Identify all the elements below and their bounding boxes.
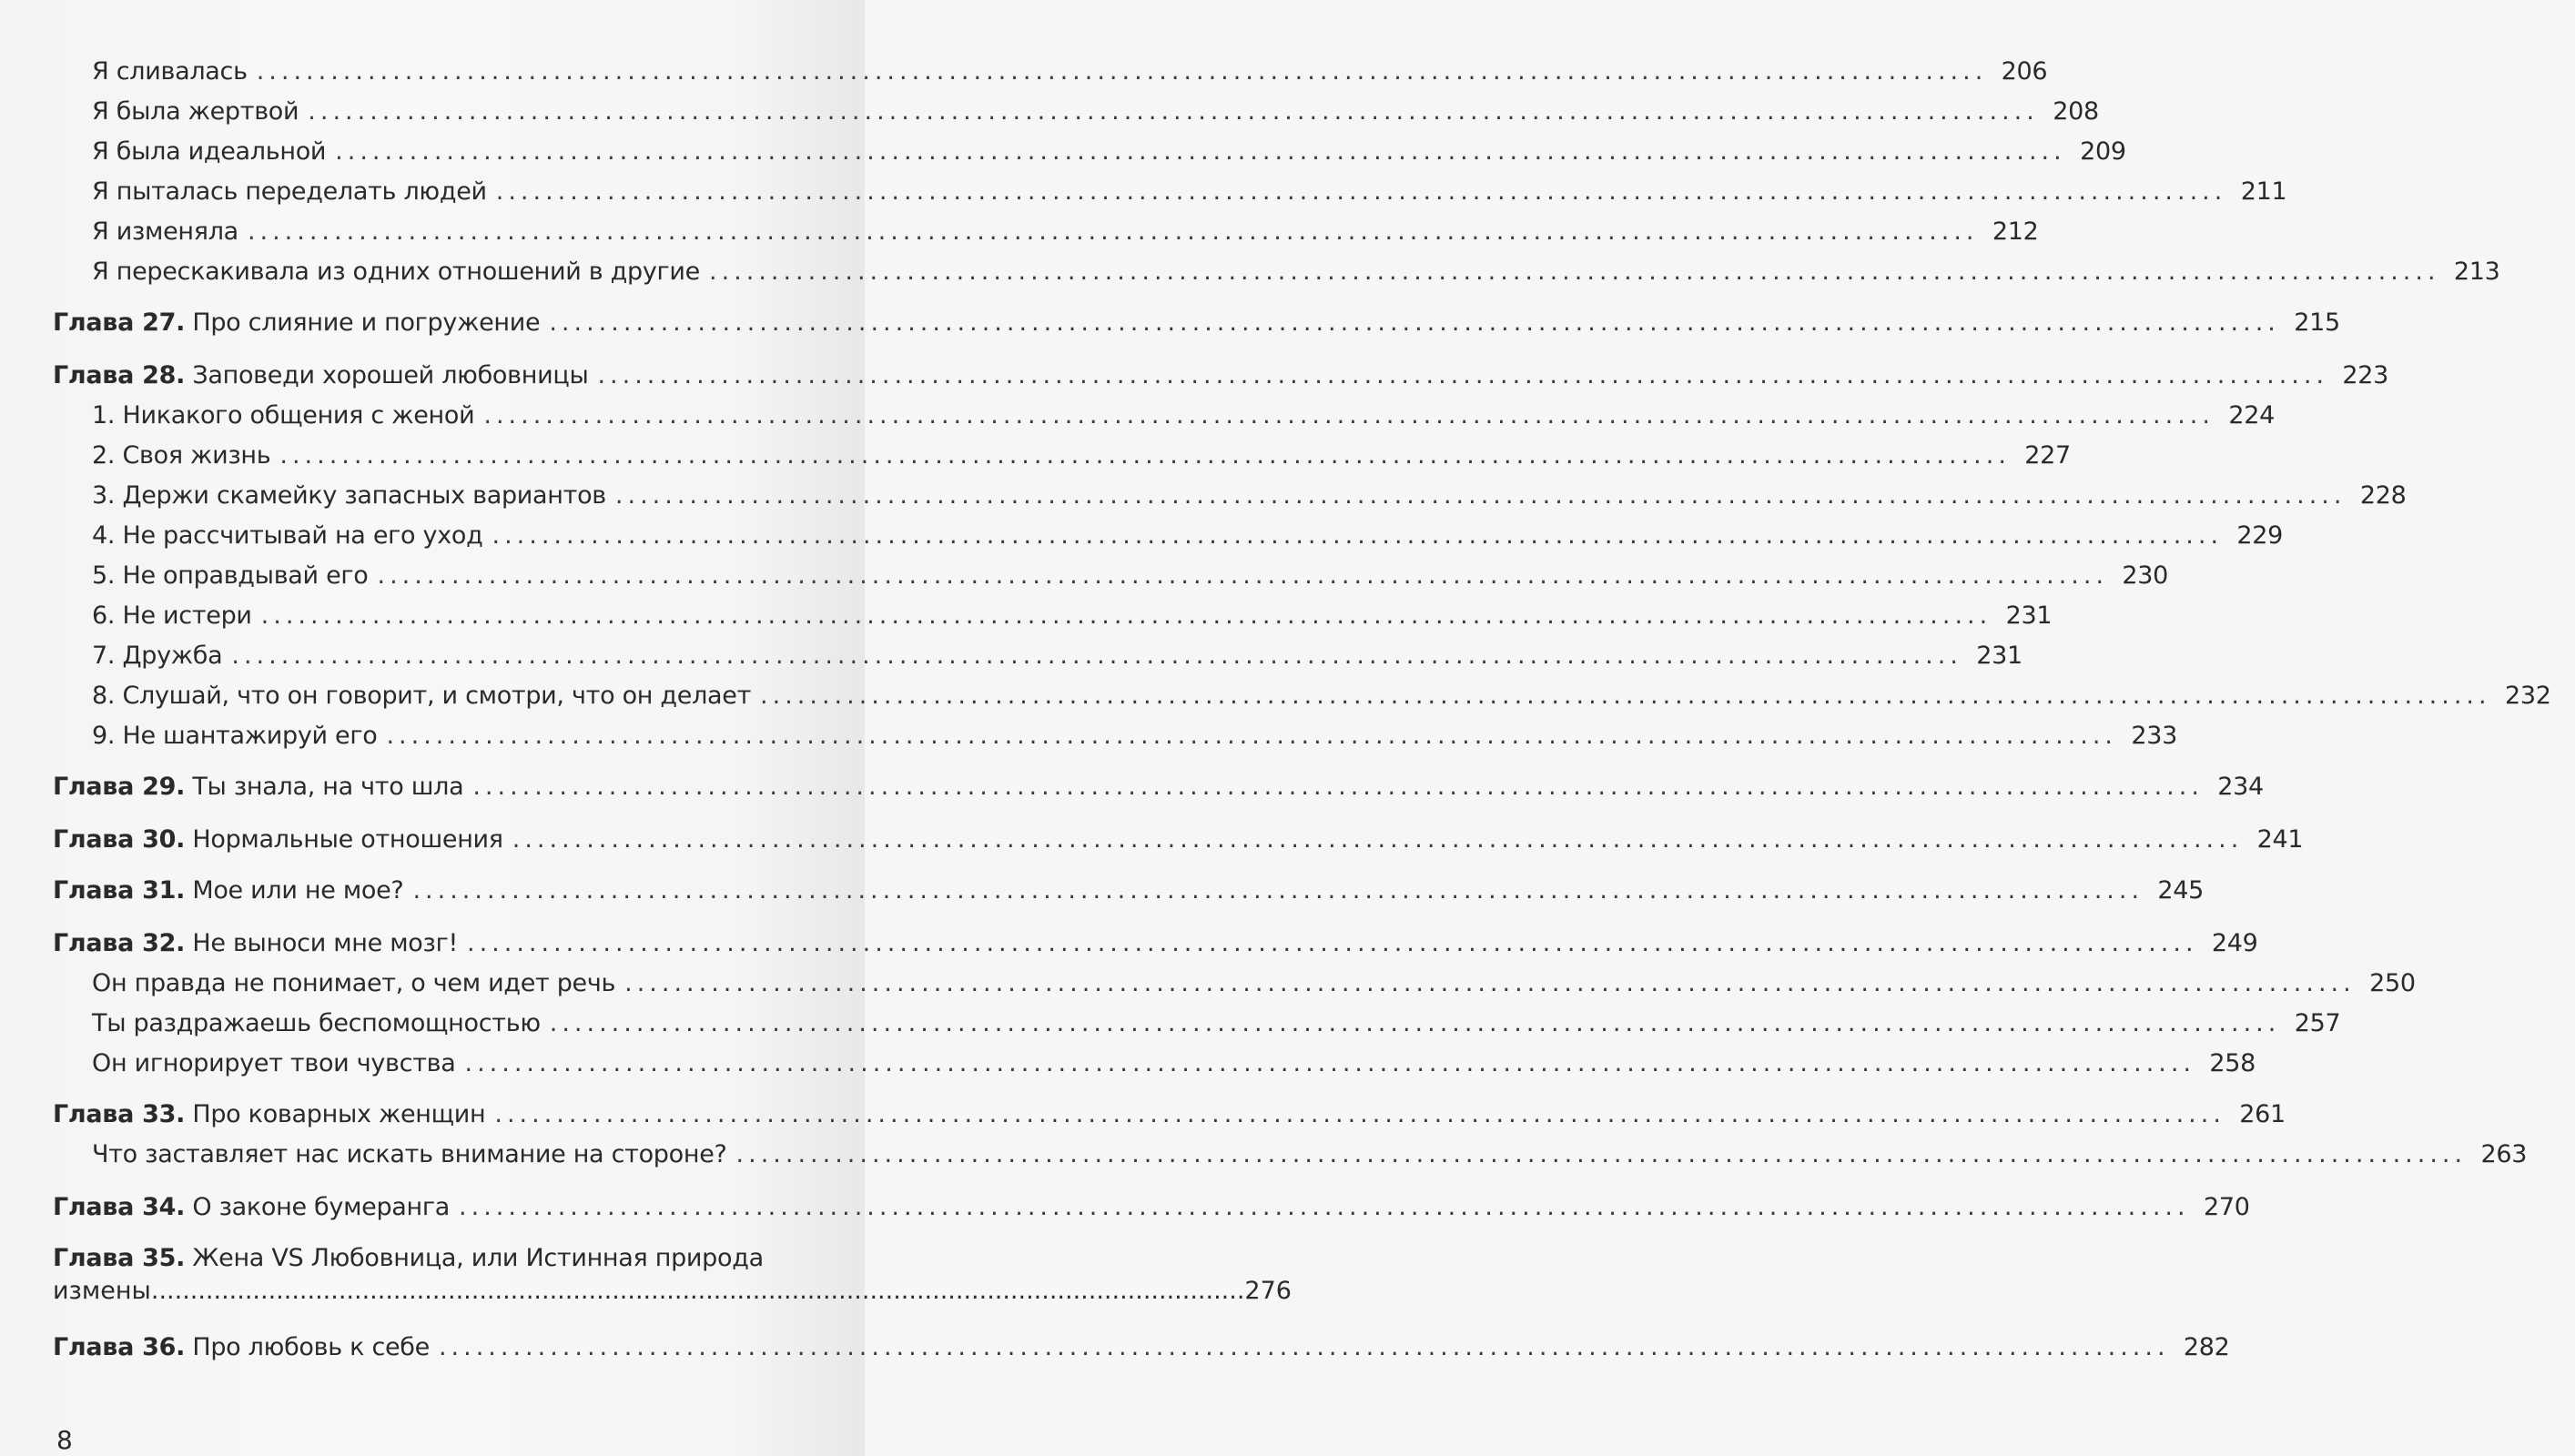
toc-entry-title	[53, 360, 588, 391]
page-ref: 224	[2228, 401, 2275, 430]
dot-leader: ............................................................................................................................................	[335, 137, 2066, 166]
dot-leader: ............................................................................................................................................	[549, 308, 2280, 337]
chapter-number: Глава 28.	[53, 361, 186, 389]
chapter-number: Глава 32.	[53, 929, 186, 957]
toc-entry-title	[92, 601, 252, 632]
dot-leader: ............................................................................................................................................	[412, 876, 2144, 905]
page-ref: 206	[2001, 57, 2048, 86]
toc-entry-title	[92, 968, 615, 999]
entry-text: Мое или не мое?	[192, 876, 404, 905]
toc-entry-title	[92, 721, 377, 752]
entry-text: Заповеди хорошей любовницы	[192, 361, 589, 389]
page-ref: 208	[2053, 97, 2099, 126]
page-ref: 229	[2236, 521, 2284, 550]
toc-chapter-continuation	[53, 1276, 1292, 1307]
dot-leader: ............................................................................................................................................	[150, 1277, 1245, 1305]
toc-section-entry	[0, 1008, 2341, 1039]
dot-leader: ............................................................................................................................................	[597, 361, 2329, 389]
dot-leader: ............................................................................................................................................	[256, 57, 1988, 86]
chapter-number: Глава 34.	[53, 1193, 186, 1221]
toc-entry-title	[92, 96, 299, 127]
toc-entry-title	[53, 875, 403, 906]
dot-leader: ............................................................................................................................................	[467, 929, 2198, 957]
entry-text: 2. Своя жизнь	[92, 441, 271, 470]
page-ref: 231	[1976, 642, 2022, 670]
dot-leader: ............................................................................................................................................	[231, 642, 1962, 670]
dot-leader: ............................................................................................................................................	[614, 481, 2347, 510]
toc-section-entry	[0, 641, 2022, 672]
toc-section-entry	[0, 601, 2053, 632]
toc-entry-title	[53, 1192, 450, 1223]
page-ref: 209	[2080, 137, 2126, 166]
toc-entry-title	[92, 257, 700, 288]
page-ref: 212	[1992, 217, 2039, 246]
page-ref: 230	[2122, 561, 2169, 590]
toc-entry-title	[53, 1243, 764, 1274]
toc-section-entry	[0, 721, 2178, 752]
page-ref: 215	[2294, 308, 2340, 337]
toc-section-entry	[0, 257, 2500, 288]
toc-section-entry	[0, 561, 2169, 592]
page-ref: 261	[2239, 1100, 2286, 1128]
toc-entry-title	[92, 440, 270, 471]
entry-text: Я пыталась переделать людей	[92, 177, 487, 206]
chapter-number: Глава 31.	[53, 876, 186, 905]
dot-leader: ............................................................................................................................................	[495, 177, 2227, 206]
page-ref: 249	[2211, 929, 2258, 957]
entry-text: Ты раздражаешь беспомощностью	[92, 1009, 541, 1037]
chapter-number: Глава 35.	[53, 1244, 186, 1272]
entry-text: Нормальные отношения	[192, 825, 503, 854]
entry-text: 4. Не рассчитывай на его уход	[92, 521, 483, 550]
entry-text-continued: измены	[53, 1277, 151, 1305]
toc-entry-title	[92, 177, 487, 207]
entry-text: 1. Никакого общения с женой	[92, 401, 475, 430]
toc-entry-title	[92, 521, 482, 551]
page-ref: 232	[2504, 682, 2551, 710]
entry-text: Что заставляет нас искать внимание на стороне?	[92, 1140, 727, 1168]
dot-leader: ............................................................................................................................................	[279, 441, 2011, 470]
entry-text: О законе бумеранга	[192, 1193, 451, 1221]
dot-leader: ............................................................................................................................................	[308, 97, 2039, 126]
dot-leader: ............................................................................................................................................	[549, 1009, 2281, 1037]
entry-text: Я была идеальной	[92, 137, 327, 166]
chapter-number: Глава 33.	[53, 1100, 186, 1128]
entry-text: Ты знала, на что шла	[192, 773, 464, 801]
toc-entry-title	[53, 824, 503, 855]
page-ref: 228	[2359, 481, 2407, 510]
toc-entry-title	[92, 56, 248, 87]
dot-leader: ............................................................................................................................................	[472, 773, 2204, 801]
toc-entry-title	[92, 561, 369, 592]
dot-leader: ............................................................................................................................................	[760, 682, 2491, 710]
page-ref: 245	[2157, 876, 2205, 905]
toc-entry-title	[92, 1048, 455, 1079]
toc-chapter-entry	[0, 1243, 865, 1274]
dot-leader: ............................................................................................................................................	[494, 1100, 2225, 1128]
page-ref: 241	[2256, 825, 2304, 854]
toc-chapter-entry	[0, 772, 2264, 803]
toc-entry-title	[92, 136, 326, 167]
toc-section-entry	[0, 96, 2099, 127]
dot-leader: ............................................................................................................................................	[483, 401, 2215, 430]
toc-entry-title	[92, 641, 222, 672]
dot-leader: ............................................................................................................................................	[438, 1333, 2170, 1361]
dot-leader: ............................................................................................................................................	[377, 561, 2109, 590]
toc-section-entry	[0, 217, 2039, 248]
dot-leader: ............................................................................................................................................	[492, 521, 2224, 550]
dot-leader: ............................................................................................................................................	[247, 217, 1979, 246]
toc-entry-title	[53, 928, 458, 959]
chapter-number: Глава 36.	[53, 1333, 186, 1361]
toc-chapter-entry	[0, 308, 2340, 339]
entry-text: 7. Дружба	[92, 642, 223, 670]
page-ref: 213	[2453, 258, 2500, 286]
chapter-number: Глава 30.	[53, 825, 186, 854]
page-ref: 258	[2209, 1049, 2256, 1077]
toc-section-entry	[0, 681, 2551, 712]
entry-text: Про любовь к себе	[192, 1333, 430, 1361]
toc-entry-title	[92, 480, 606, 511]
page-number: 8	[56, 1425, 73, 1455]
dot-leader: ............................................................................................................................................	[260, 602, 1992, 630]
toc-section-entry	[0, 1048, 2256, 1079]
page-ref: 233	[2131, 722, 2178, 750]
toc-section-entry	[0, 177, 2287, 207]
page-ref: 276	[1244, 1277, 1292, 1305]
toc-chapter-entry	[0, 824, 2304, 855]
toc-entry-title	[92, 681, 751, 712]
toc-section-entry	[0, 400, 2275, 431]
page-ref: 257	[2294, 1009, 2341, 1037]
toc-entry-title	[53, 1099, 485, 1130]
dot-leader: ............................................................................................................................................	[624, 969, 2356, 997]
toc-entry-title	[92, 1008, 541, 1039]
entry-text: Про коварных женщин	[192, 1100, 486, 1128]
toc-section-entry	[0, 521, 2284, 551]
toc-section-entry	[0, 56, 2048, 87]
toc-entry-title	[53, 1332, 430, 1363]
dot-leader: ............................................................................................................................................	[464, 1049, 2196, 1077]
entry-text: 8. Слушай, что он говорит, и смотри, что он делает	[92, 682, 752, 710]
entry-text: Жена VS Любовница, или Истинная природа	[192, 1244, 764, 1272]
toc-entry-title	[92, 217, 238, 248]
entry-text: Я сливалась	[92, 57, 248, 86]
toc-chapter-entry	[0, 1192, 2250, 1223]
entry-text: Про слияние и погружение	[192, 308, 541, 337]
toc-chapter-entry	[0, 1099, 2286, 1130]
entry-text: 5. Не оправдывай его	[92, 561, 369, 590]
page-ref: 231	[2005, 602, 2053, 630]
toc-section-entry	[0, 480, 2407, 511]
dot-leader: ............................................................................................................................................	[386, 722, 2118, 750]
toc-section-entry	[0, 136, 2126, 167]
page-ref: 211	[2240, 177, 2287, 206]
chapter-number: Глава 29.	[53, 773, 186, 801]
chapter-number: Глава 27.	[53, 308, 186, 337]
page-ref: 227	[2024, 441, 2071, 470]
page-ref: 270	[2203, 1193, 2250, 1221]
page-ref: 223	[2342, 361, 2389, 389]
toc-section-entry	[0, 1139, 2528, 1170]
page-ref: 250	[2369, 969, 2416, 997]
dot-leader: ............................................................................................................................................	[512, 825, 2244, 854]
entry-text: 3. Держи скамейку запасных вариантов	[92, 481, 606, 510]
toc-chapter-entry	[0, 875, 2205, 906]
entry-text: Я была жертвой	[92, 97, 299, 126]
entry-text: 9. Не шантажируй его	[92, 722, 378, 750]
entry-text: Я перескакивала из одних отношений в другие	[92, 258, 700, 286]
toc-section-entry	[0, 440, 2071, 471]
toc-chapter-entry	[0, 928, 2258, 959]
toc-chapter-entry	[0, 360, 2389, 391]
entry-text: Не выноси мне мозг!	[192, 929, 458, 957]
entry-text: Он игнорирует твои чувства	[92, 1049, 456, 1077]
toc-entry-title	[53, 772, 463, 803]
toc-entry-title	[92, 400, 474, 431]
page-ref: 234	[2217, 773, 2264, 801]
toc-section-entry	[0, 968, 2416, 999]
dot-leader: ............................................................................................................................................	[708, 258, 2440, 286]
entry-text: Я изменяла	[92, 217, 238, 246]
page-ref: 282	[2183, 1333, 2230, 1361]
toc-entry-title	[53, 308, 540, 339]
dot-leader: ............................................................................................................................................	[735, 1140, 2468, 1168]
toc-entry-title	[92, 1139, 727, 1170]
dot-leader: ............................................................................................................................................	[459, 1193, 2190, 1221]
entry-text: Он правда не понимает, о чем идет речь	[92, 969, 616, 997]
entry-text: 6. Не истери	[92, 602, 252, 630]
toc-chapter-entry	[0, 1332, 2230, 1363]
page-ref: 263	[2480, 1140, 2528, 1168]
